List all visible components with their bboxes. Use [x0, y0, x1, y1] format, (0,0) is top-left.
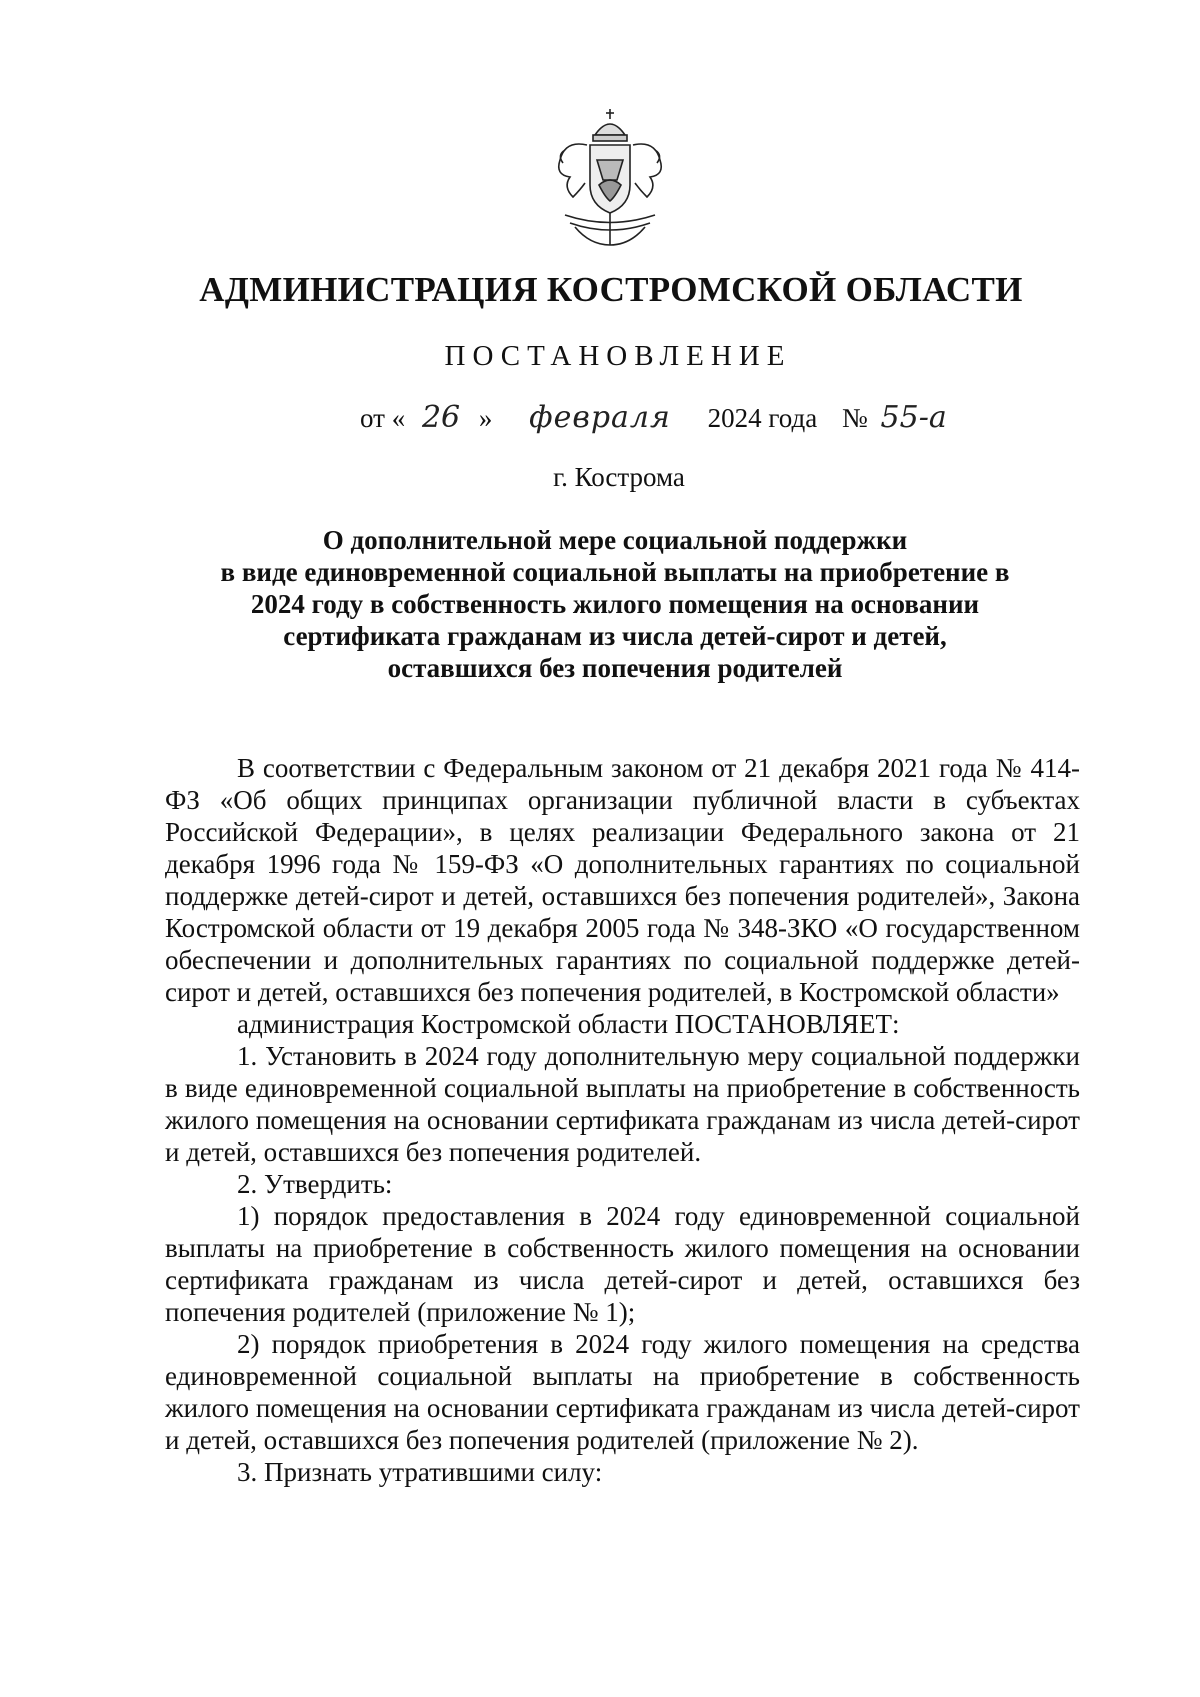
resolves-paragraph: администрация Костромской области ПОСТАНОВЛЯЕТ: — [237, 1009, 900, 1039]
title-line: сертификата гражданам из числа детей-сирот и детей, — [283, 621, 947, 651]
date-prefix: от « — [360, 403, 406, 433]
date-close-quote: » — [478, 403, 493, 433]
title-line: в виде единовременной социальной выплаты на приобретение в — [220, 557, 1010, 587]
title-line: оставшихся без попечения родителей — [387, 653, 843, 683]
clause-2-item-2: 2) порядок приобретения в 2024 году жилого помещения на средства единовременной социальной выплаты на приобретение в собственность жилого помещения на основании сертификата гражданам из числа детей-сирот и детей, оставшихся без попечения родителей (приложение № 2). — [165, 1329, 1080, 1455]
number-sign: № — [842, 403, 868, 433]
clause-2-item-1: 1) порядок предоставления в 2024 году единовременной социальной выплаты на приобретение в собственность жилого помещения на основании сертификата гражданам из числа детей-сирот и детей, оставшихся без попечения родителей (приложение № 1); — [165, 1201, 1080, 1327]
coat-of-arms-icon — [535, 105, 685, 255]
document-type: ПОСТАНОВЛЕНИЕ — [444, 340, 792, 372]
document-title — [150, 524, 1080, 684]
clause-2: 2. Утвердить: — [237, 1169, 393, 1199]
date-year: 2024 года — [707, 403, 818, 433]
title-line: 2024 году в собственность жилого помещения на основании — [250, 589, 980, 619]
clause-1: 1. Установить в 2024 году дополнительную меру социальной поддержки в виде единовременной социальной выплаты на приобретение в собственность жилого помещения на основании сертификата гражданам из числа детей-сирот и детей, оставшихся без попечения родителей. — [165, 1041, 1080, 1167]
date-month: февраля — [529, 400, 671, 435]
date-line — [360, 400, 947, 435]
document-number: 55-а — [880, 400, 947, 435]
preamble-paragraph: В соответствии с Федеральным законом от 21 декабря 2021 года № 414-ФЗ «Об общих принципах организации публичной власти в субъектах Российской Федерации», в целях реализации Федерального закона от 21 декабря 1996 года № 159-ФЗ «О дополнительных гарантиях по социальной поддержке детей-сирот и детей, оставшихся без попечения родителей», Закона Костромской области от 19 декабря 2005 года № 348-ЗКО «О государственном обеспечении и дополнительных гарантиях по социальной поддержке детей-сирот и детей, оставшихся без попечения родителей, в Костромской области» — [165, 753, 1080, 1007]
city: г. Кострома — [553, 462, 685, 492]
document-body — [165, 752, 1080, 1488]
organization-name: АДМИНИСТРАЦИЯ КОСТРОМСКОЙ ОБЛАСТИ — [199, 270, 1023, 309]
title-line: О дополнительной мере социальной поддержки — [322, 525, 908, 555]
date-day: 26 — [421, 400, 461, 435]
clause-3: 3. Признать утратившими силу: — [237, 1457, 603, 1487]
